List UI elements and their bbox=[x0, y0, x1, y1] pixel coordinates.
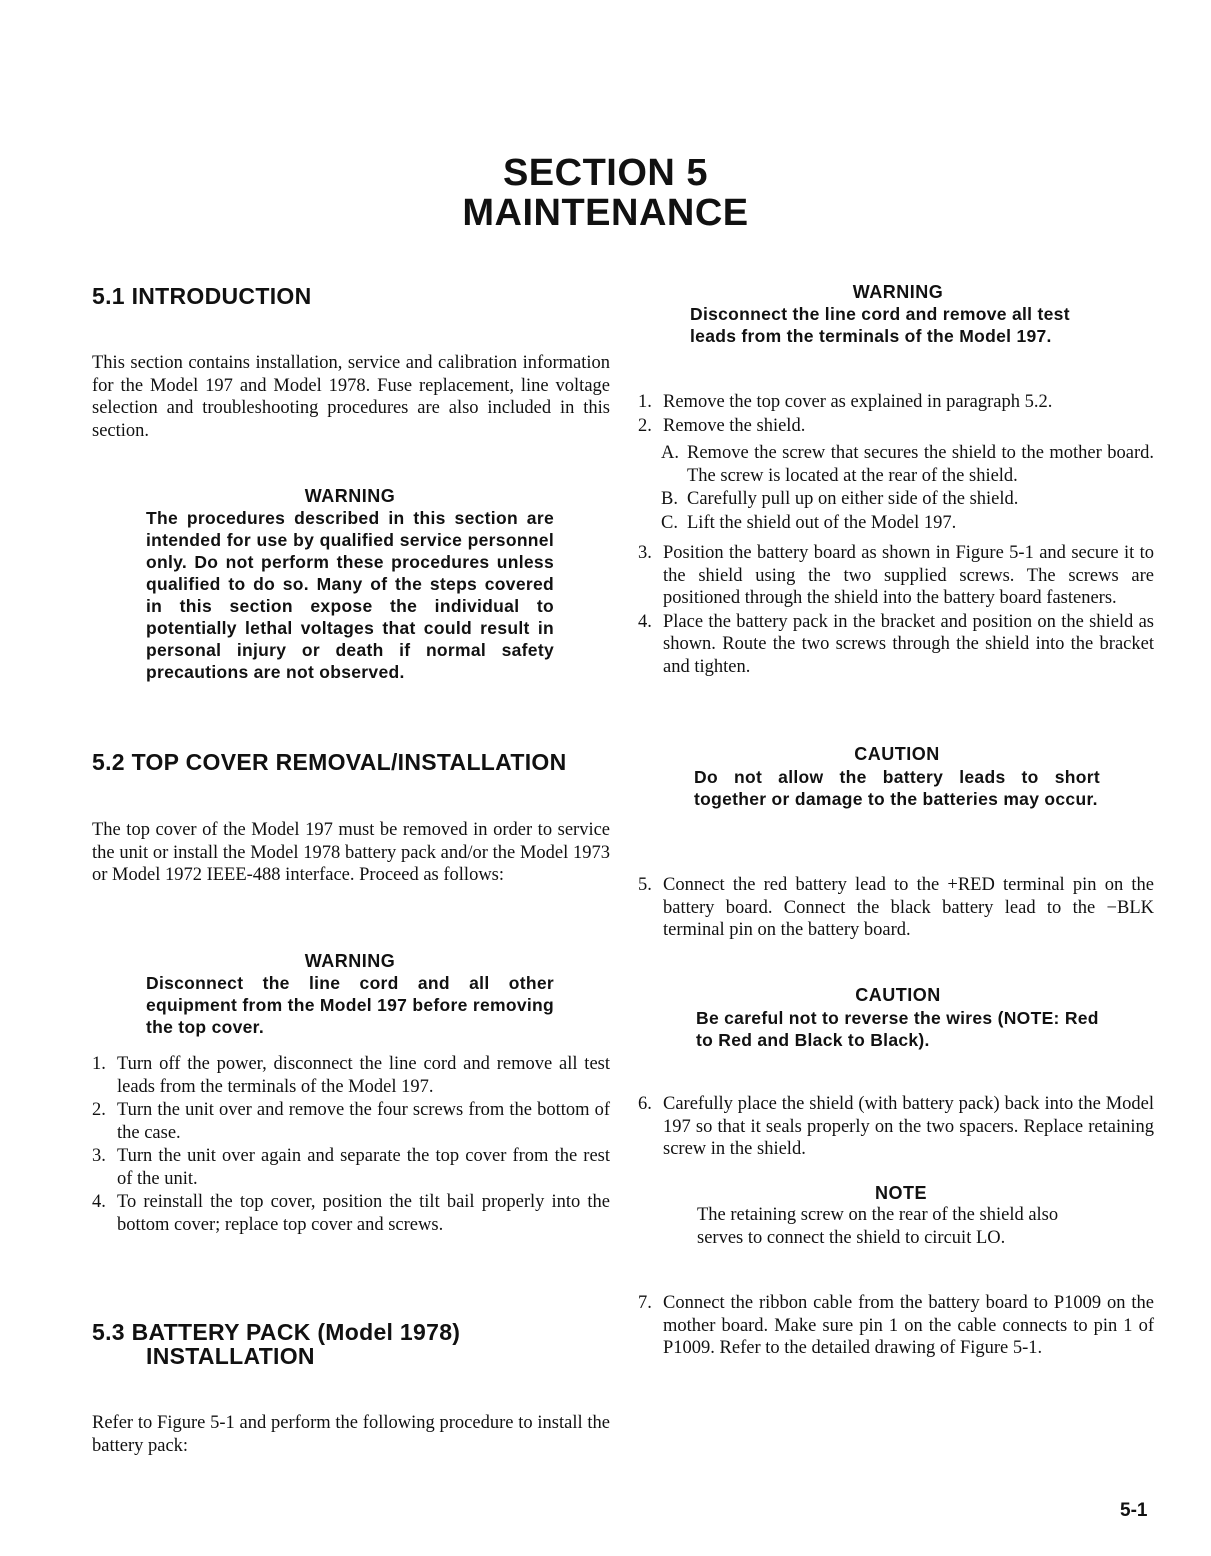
step-text: Turn the unit over again and separate the top cover from the rest of the unit. bbox=[117, 1146, 610, 1189]
section-title: MAINTENANCE bbox=[462, 192, 749, 234]
step-text: Remove the top cover as explained in paragraph 5.2. bbox=[663, 392, 1053, 412]
step-text: Turn the unit over and remove the four screws from the bottom of the case. bbox=[117, 1100, 610, 1143]
battery-steps-3-4 bbox=[638, 542, 1154, 679]
step-number: 2. bbox=[92, 1100, 106, 1120]
step-text: Connect the ribbon cable from the battery board to P1009 on the mother board. Make sure pin 1 on the cable connects to pin 1 of P1009. Refer to the detailed drawing of Figure 5-1. bbox=[663, 1293, 1154, 1358]
top-cover-steps bbox=[92, 1053, 610, 1237]
list-item bbox=[638, 1093, 1154, 1161]
list-item bbox=[92, 1145, 610, 1190]
list-item bbox=[638, 1292, 1154, 1360]
battery-heading: 5.3 BATTERY PACK (Model 1978) bbox=[92, 1319, 461, 1345]
substep-text: Carefully pull up on either side of the shield. bbox=[687, 489, 1019, 509]
battery-warning-title: WARNING bbox=[852, 282, 944, 302]
step-number: 1. bbox=[638, 392, 652, 412]
substep-letter: B. bbox=[661, 489, 678, 509]
caution-1-text: Do not allow the battery leads to short together or damage to the batteries may occur. bbox=[694, 767, 1100, 809]
list-item bbox=[638, 542, 1154, 610]
battery-substeps bbox=[661, 442, 1154, 535]
step-number: 2. bbox=[638, 415, 652, 436]
top-cover-heading: 5.2 TOP COVER REMOVAL/INSTALLATION bbox=[92, 749, 567, 775]
intro-heading: 5.1 INTRODUCTION bbox=[92, 283, 312, 309]
caution-2-title: CAUTION bbox=[855, 985, 941, 1005]
step-text: Turn off the power, disconnect the line cord and remove all test leads from the terminals of the Model 197. bbox=[117, 1054, 610, 1097]
substep-text: Lift the shield out of the Model 197. bbox=[687, 512, 957, 533]
substep-letter: C. bbox=[661, 512, 678, 533]
step-number: 4. bbox=[92, 1192, 106, 1212]
battery-step-7 bbox=[638, 1292, 1154, 1361]
step-number: 3. bbox=[92, 1146, 106, 1166]
intro-warning-text: The procedures described in this section are intended for use by qualified service personnel only. Do not perform these procedures unless qualified to do so. Many of the steps covered in this section expose the individual to potentially lethal voltages that could result in personal injury or death if normal safety precautions are not observed. bbox=[146, 508, 554, 682]
step-text: To reinstall the top cover, position the tilt bail properly into the bottom cover; replace top cover and screws. bbox=[117, 1192, 610, 1235]
list-item bbox=[661, 512, 1154, 535]
battery-step-6 bbox=[638, 1093, 1154, 1162]
caution-1-title: CAUTION bbox=[854, 744, 940, 764]
step-number: 4. bbox=[638, 611, 652, 632]
page-number: 5-1 bbox=[1120, 1500, 1148, 1521]
caution-2-text: Be careful not to reverse the wires (NOTE: Red to Red and Black to Black). bbox=[696, 1008, 1099, 1050]
step-number: 6. bbox=[638, 1094, 652, 1114]
list-item bbox=[661, 488, 1154, 511]
step-text: Place the battery pack in the bracket and position on the shield as shown. Route the two screws through the shield into the bracket and tighten. bbox=[663, 611, 1154, 677]
battery-warning-text: Disconnect the line cord and remove all test leads from the terminals of the Model 197. bbox=[690, 304, 1070, 346]
top-cover-warning-text: Disconnect the line cord and all other equipment from the Model 197 before removing the top cover. bbox=[146, 973, 554, 1037]
section-number: SECTION 5 bbox=[502, 152, 709, 194]
step-number: 5. bbox=[638, 875, 652, 895]
list-item bbox=[638, 611, 1154, 679]
battery-paragraph: Refer to Figure 5-1 and perform the following procedure to install the battery pack: bbox=[92, 1413, 610, 1456]
battery-step-5 bbox=[638, 874, 1154, 943]
top-cover-paragraph: The top cover of the Model 197 must be removed in order to service the unit or install the Model 1978 battery pack and/or the Model 1973 or Model 1972 IEEE-488 interface. Proceed as follows: bbox=[92, 820, 610, 885]
intro-paragraph: This section contains installation, service and calibration information for the Model 197 and Model 1978. Fuse replacement, line voltage selection and troubleshooting procedures are also included in this section. bbox=[92, 353, 610, 441]
substep-text: Remove the screw that secures the shield to the mother board. The screw is located at the rear of the shield. bbox=[687, 443, 1154, 486]
step-text: Position the battery board as shown in Figure 5-1 and secure it to the shield using the two supplied screws. The screws are positioned through the shield into the battery board fasteners. bbox=[663, 543, 1154, 608]
note-text: The retaining screw on the rear of the shield also serves to connect the shield to circuit LO. bbox=[697, 1205, 1059, 1248]
step-number: 3. bbox=[638, 543, 652, 563]
intro-warning-title: WARNING bbox=[304, 486, 396, 506]
step-text: Remove the shield. bbox=[663, 415, 806, 436]
list-item bbox=[638, 391, 1154, 414]
list-item bbox=[92, 1191, 610, 1236]
list-item bbox=[661, 442, 1154, 487]
list-item bbox=[638, 415, 1154, 438]
step-number: 7. bbox=[638, 1293, 652, 1313]
substep-letter: A. bbox=[661, 443, 679, 463]
note-title: NOTE bbox=[874, 1183, 927, 1203]
step-text: Carefully place the shield (with battery pack) back into the Model 197 so that it seals properly on the two spacers. Replace retaining screw in the shield. bbox=[663, 1094, 1154, 1159]
list-item bbox=[638, 874, 1154, 942]
top-cover-warning-title: WARNING bbox=[304, 951, 396, 971]
list-item bbox=[92, 1099, 610, 1144]
battery-steps-1-2 bbox=[638, 391, 1154, 438]
step-number: 1. bbox=[92, 1054, 106, 1074]
step-text: Connect the red battery lead to the +RED terminal pin on the battery board. Connect the black battery lead to the −BLK terminal pin on the battery board. bbox=[663, 875, 1154, 940]
list-item bbox=[92, 1053, 610, 1098]
battery-heading-line2: INSTALLATION bbox=[146, 1343, 315, 1369]
